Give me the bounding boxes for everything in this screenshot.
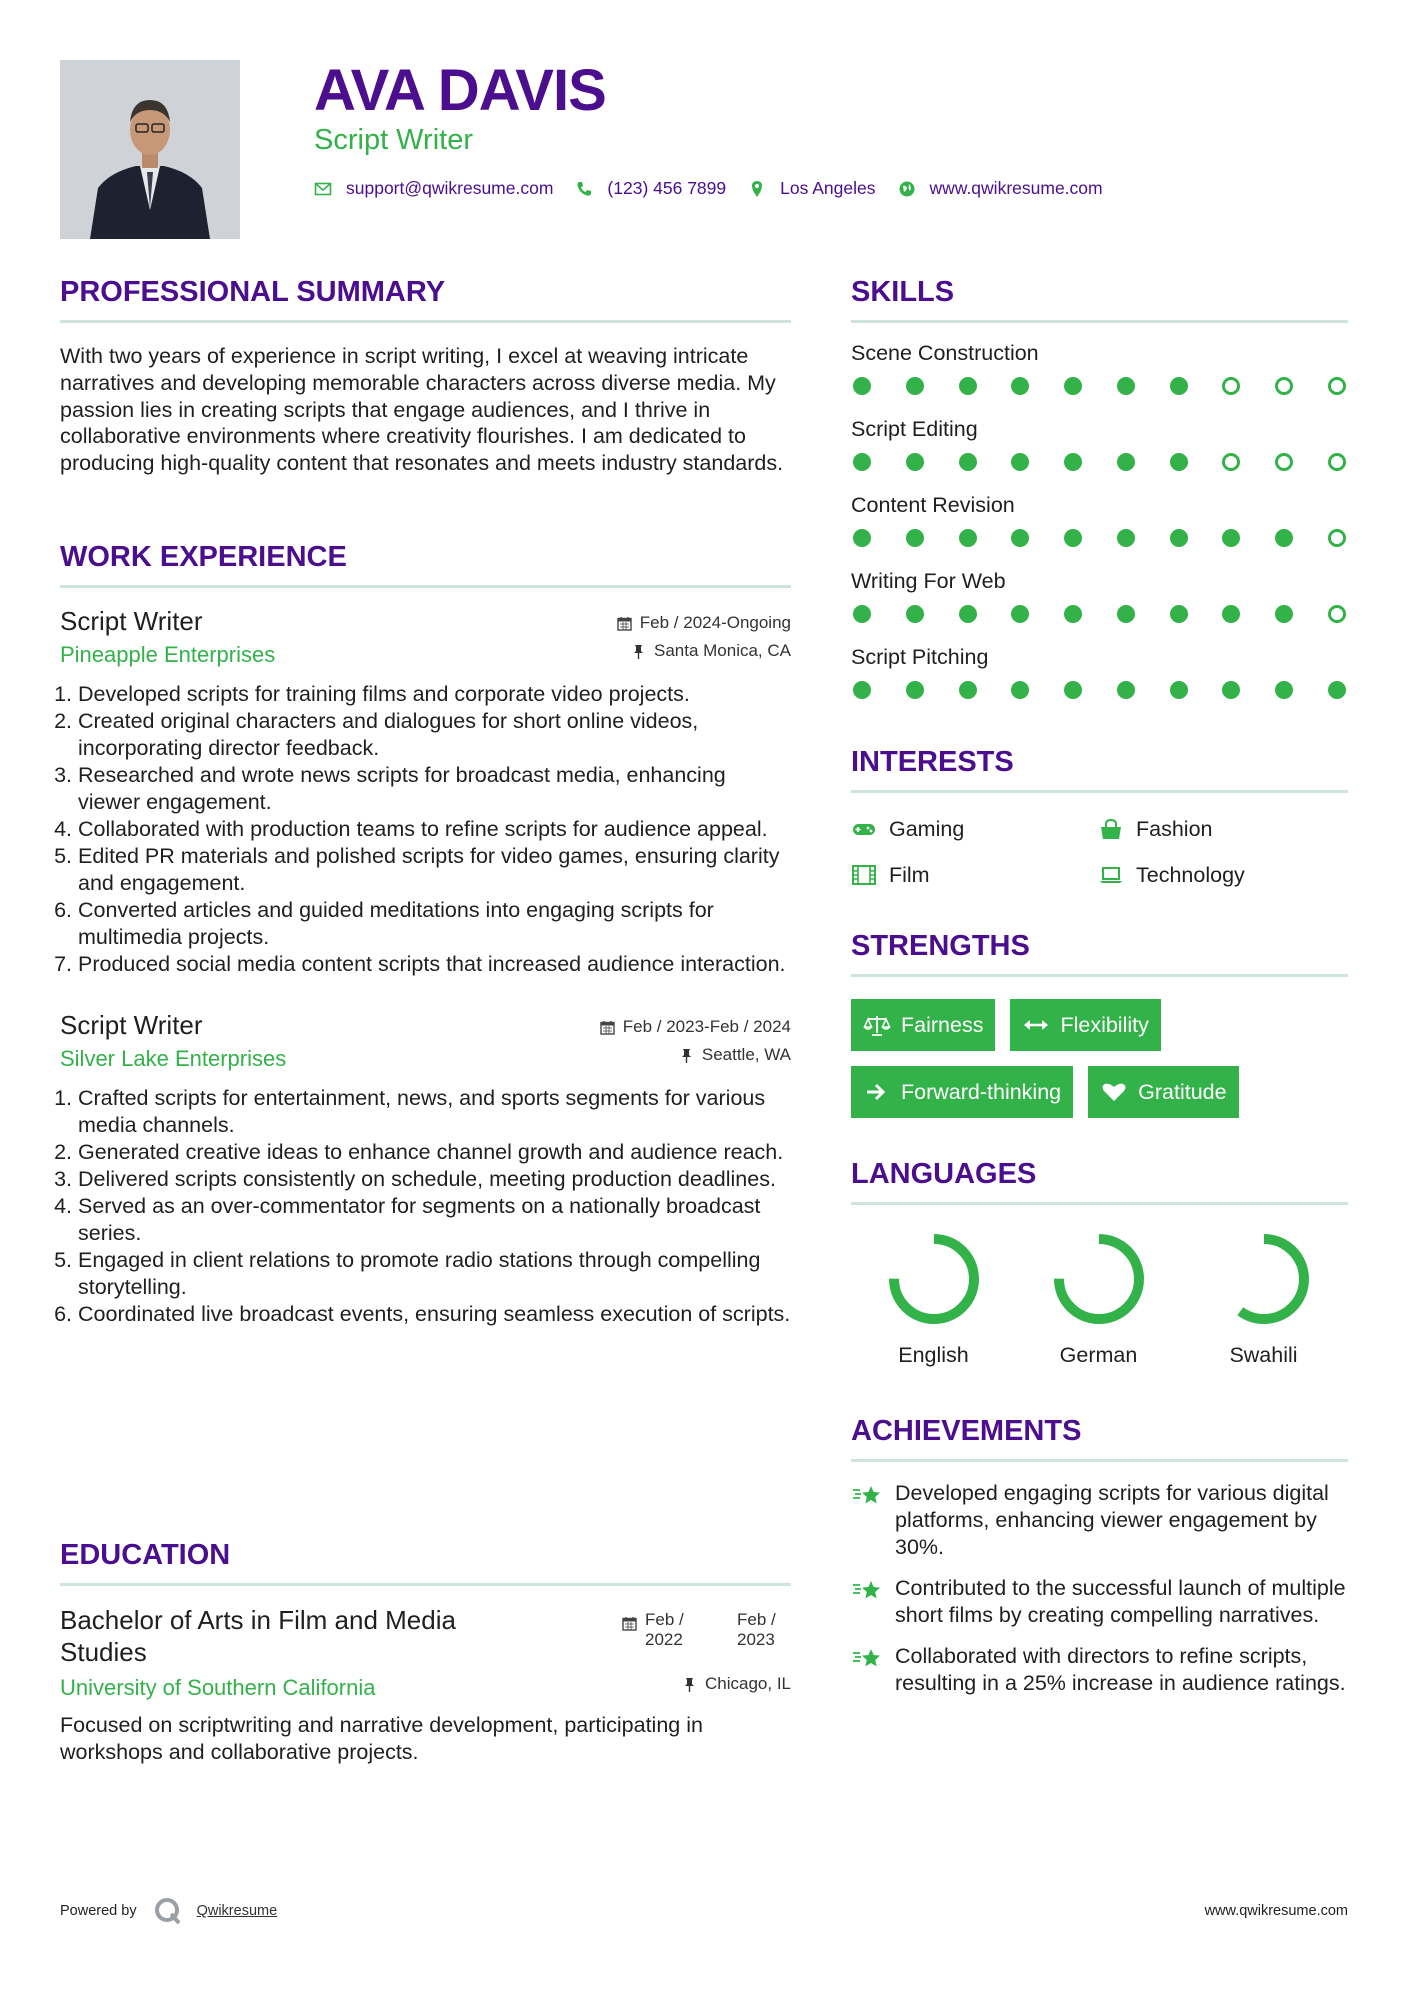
languages-list bbox=[851, 1227, 1348, 1368]
education-title: EDUCATION bbox=[60, 1539, 231, 1571]
rating-dot-empty bbox=[1328, 453, 1346, 471]
rating-dot-filled bbox=[906, 529, 924, 547]
skill-rating bbox=[851, 529, 1348, 547]
education-section bbox=[60, 1537, 791, 1766]
profile-photo bbox=[60, 60, 240, 239]
achievements-title: ACHIEVEMENTS bbox=[851, 1415, 1082, 1447]
section-divider bbox=[60, 585, 791, 588]
achievement-item bbox=[851, 1480, 1348, 1561]
contact-email-text: support@qwikresume.com bbox=[346, 178, 554, 198]
rating-dot-filled bbox=[1275, 529, 1293, 547]
rating-dot-filled bbox=[1222, 681, 1240, 699]
job-company: Silver Lake Enterprises bbox=[60, 1046, 287, 1071]
skill-rating bbox=[851, 681, 1348, 699]
section-divider bbox=[60, 320, 791, 323]
education-dates bbox=[622, 1610, 791, 1650]
section-divider bbox=[60, 1583, 791, 1586]
envelope-icon bbox=[314, 180, 332, 198]
rating-dot-empty bbox=[1222, 377, 1240, 395]
job-title: Script Writer bbox=[60, 606, 203, 636]
skill-item bbox=[851, 568, 1348, 623]
duty-item: 6. Coordinated live broadcast events, ensuring seamless execution of scripts. bbox=[78, 1301, 791, 1328]
globe-icon bbox=[898, 180, 916, 198]
strengths-section bbox=[851, 928, 1348, 1118]
contact-phone[interactable] bbox=[575, 178, 726, 199]
interest-label: Fashion bbox=[1136, 817, 1213, 841]
rating-dot-filled bbox=[959, 453, 977, 471]
section-divider bbox=[851, 790, 1348, 793]
shopping-bag-icon bbox=[1098, 818, 1124, 840]
gamepad-icon bbox=[851, 818, 877, 840]
rating-dot-empty bbox=[1328, 605, 1346, 623]
duty-item: 3. Researched and wrote news scripts for broadcast media, enhancing viewer engagement. bbox=[78, 762, 791, 816]
rating-dot-filled bbox=[1064, 529, 1082, 547]
language-item bbox=[851, 1227, 1016, 1368]
experience-section bbox=[60, 539, 791, 1328]
skill-item bbox=[851, 492, 1348, 547]
experience-title: WORK EXPERIENCE bbox=[60, 541, 347, 573]
footer bbox=[60, 1896, 1348, 1926]
strength-label: Fairness bbox=[901, 1012, 984, 1037]
rating-dot-filled bbox=[1275, 681, 1293, 699]
summary-title: PROFESSIONAL SUMMARY bbox=[60, 276, 446, 308]
skill-rating bbox=[851, 377, 1348, 395]
proficiency-arc bbox=[1059, 1239, 1139, 1319]
rating-dot-filled bbox=[1011, 605, 1029, 623]
skill-rating bbox=[851, 453, 1348, 471]
interest-item bbox=[1098, 815, 1348, 843]
languages-section bbox=[851, 1156, 1348, 1368]
duty-item: 5. Engaged in client relations to promote radio stations through compelling storytelling. bbox=[78, 1247, 791, 1301]
interests-section bbox=[851, 744, 1348, 889]
contact-phone-text: (123) 456 7899 bbox=[607, 178, 727, 198]
shooting-star-icon bbox=[851, 1577, 883, 1605]
pushpin-icon bbox=[631, 644, 646, 659]
strength-tag bbox=[851, 999, 995, 1051]
skill-name: Scene Construction bbox=[851, 341, 1039, 365]
rating-dot-filled bbox=[853, 681, 871, 699]
language-name: German bbox=[1059, 1343, 1138, 1367]
interest-label: Technology bbox=[1136, 863, 1245, 887]
rating-dot-filled bbox=[1117, 529, 1135, 547]
interest-label: Gaming bbox=[889, 817, 965, 841]
education-location bbox=[682, 1674, 791, 1694]
rating-dot-filled bbox=[853, 529, 871, 547]
rating-dot-filled bbox=[1064, 681, 1082, 699]
strength-label: Gratitude bbox=[1138, 1079, 1227, 1104]
degree-title: Bachelor of Arts in Film and Media Studies bbox=[60, 1605, 456, 1667]
heart-icon bbox=[1100, 1081, 1128, 1103]
job-duties bbox=[60, 681, 791, 978]
job-date bbox=[617, 613, 791, 633]
section-divider bbox=[851, 1459, 1348, 1462]
contact-bar bbox=[314, 178, 1125, 199]
rating-dot-empty bbox=[1328, 529, 1346, 547]
film-icon bbox=[851, 864, 877, 886]
languages-title: LANGUAGES bbox=[851, 1158, 1037, 1190]
proficiency-arc bbox=[894, 1239, 974, 1319]
job-location-text: Santa Monica, CA bbox=[653, 641, 791, 660]
strength-label: Flexibility bbox=[1060, 1012, 1149, 1037]
duty-item: 3. Delivered scripts consistently on schedule, meeting production deadlines. bbox=[78, 1166, 791, 1193]
rating-dot-filled bbox=[906, 605, 924, 623]
skill-name: Content Revision bbox=[851, 493, 1015, 517]
pushpin-icon bbox=[682, 1677, 697, 1692]
contact-website[interactable] bbox=[898, 178, 1103, 199]
proficiency-arc bbox=[1224, 1239, 1304, 1319]
language-item bbox=[1181, 1227, 1346, 1368]
contact-location bbox=[748, 178, 875, 199]
rating-dot-empty bbox=[1275, 377, 1293, 395]
duty-item: 5. Edited PR materials and polished scripts for video games, ensuring clarity and engagement. bbox=[78, 843, 791, 897]
job-date-text: Feb / 2024-Ongoing bbox=[639, 613, 791, 632]
rating-dot-filled bbox=[959, 605, 977, 623]
job-date bbox=[600, 1017, 791, 1037]
map-pin-icon bbox=[748, 180, 766, 198]
duty-item: 2. Created original characters and dialogues for short online videos, incorporating director feedback. bbox=[78, 708, 791, 762]
achievements-list bbox=[851, 1480, 1348, 1697]
brand-link[interactable]: Qwikresume bbox=[196, 1903, 278, 1919]
arrow-right-icon bbox=[863, 1081, 891, 1103]
skills-list bbox=[851, 340, 1348, 699]
skills-title: SKILLS bbox=[851, 276, 955, 308]
section-divider bbox=[851, 974, 1348, 977]
skill-item bbox=[851, 340, 1348, 395]
rating-dot-filled bbox=[853, 453, 871, 471]
interest-item bbox=[851, 815, 1098, 843]
contact-website-text: www.qwikresume.com bbox=[929, 178, 1103, 198]
rating-dot-filled bbox=[1117, 681, 1135, 699]
rating-dot-filled bbox=[906, 453, 924, 471]
rating-dot-filled bbox=[1328, 681, 1346, 699]
job-title: Script Writer bbox=[60, 1010, 203, 1040]
strength-tag bbox=[1088, 1066, 1238, 1118]
skill-item bbox=[851, 416, 1348, 471]
job-entry bbox=[60, 1009, 791, 1328]
powered-by-label: Powered by bbox=[60, 1903, 137, 1919]
strength-label: Forward-thinking bbox=[901, 1079, 1062, 1104]
rating-dot-filled bbox=[1170, 453, 1188, 471]
section-divider bbox=[851, 1202, 1348, 1205]
rating-dot-filled bbox=[1275, 605, 1293, 623]
rating-dot-filled bbox=[1064, 605, 1082, 623]
rating-dot-filled bbox=[1011, 681, 1029, 699]
strengths-list bbox=[851, 999, 1348, 1118]
rating-dot-filled bbox=[1170, 605, 1188, 623]
interest-item bbox=[1098, 861, 1348, 889]
language-item bbox=[1016, 1227, 1181, 1368]
language-name: Swahili bbox=[1229, 1343, 1298, 1367]
rating-dot-filled bbox=[1170, 377, 1188, 395]
achievement-text: Collaborated with directors to refine scripts, resulting in a 25% increase in audience ratings. bbox=[895, 1644, 1346, 1695]
job-company: Pineapple Enterprises bbox=[60, 642, 276, 667]
balance-scale-icon bbox=[863, 1014, 891, 1036]
rating-dot-filled bbox=[1222, 529, 1240, 547]
pushpin-icon bbox=[679, 1048, 694, 1063]
duty-item: 7. Produced social media content scripts that increased audience interaction. bbox=[78, 951, 791, 978]
rating-dot-filled bbox=[1011, 453, 1029, 471]
skill-rating bbox=[851, 605, 1348, 623]
rating-dot-filled bbox=[906, 681, 924, 699]
rating-dot-filled bbox=[853, 605, 871, 623]
candidate-role: Script Writer bbox=[314, 124, 473, 156]
rating-dot-filled bbox=[1222, 605, 1240, 623]
strengths-title: STRENGTHS bbox=[851, 930, 1030, 962]
achievement-item bbox=[851, 1575, 1348, 1629]
rating-dot-filled bbox=[959, 529, 977, 547]
duty-item: 1. Crafted scripts for entertainment, news, and sports segments for various media channels. bbox=[78, 1085, 791, 1139]
interest-label: Film bbox=[889, 863, 930, 887]
strength-tag bbox=[851, 1066, 1073, 1118]
duty-item: 6. Converted articles and guided meditations into engaging scripts for multimedia projects. bbox=[78, 897, 791, 951]
contact-location-text: Los Angeles bbox=[780, 178, 876, 198]
interests-title: INTERESTS bbox=[851, 746, 1014, 778]
language-proficiency-ring bbox=[882, 1227, 986, 1331]
shooting-star-icon bbox=[851, 1645, 883, 1673]
duty-item: 1. Developed scripts for training films and corporate video projects. bbox=[78, 681, 791, 708]
education-description: Focused on scriptwriting and narrative development, participating in workshops and collaborative projects. bbox=[60, 1713, 703, 1764]
education-start-date: Feb / 2022 bbox=[645, 1610, 684, 1649]
rating-dot-filled bbox=[1064, 377, 1082, 395]
language-proficiency-ring bbox=[1212, 1227, 1316, 1331]
rating-dot-filled bbox=[906, 377, 924, 395]
footer-brand bbox=[60, 1896, 277, 1926]
rating-dot-empty bbox=[1275, 453, 1293, 471]
duty-item: 4. Collaborated with production teams to refine scripts for audience appeal. bbox=[78, 816, 791, 843]
language-name: English bbox=[898, 1343, 969, 1367]
interest-item bbox=[851, 861, 1098, 889]
contact-email[interactable] bbox=[314, 178, 553, 199]
arrows-horizontal-icon bbox=[1022, 1014, 1050, 1036]
calendar-icon bbox=[617, 616, 632, 631]
skill-name: Writing For Web bbox=[851, 569, 1006, 593]
skill-name: Script Editing bbox=[851, 417, 978, 441]
education-location-text: Chicago, IL bbox=[705, 1674, 791, 1693]
calendar-icon bbox=[600, 1020, 615, 1035]
skills-section bbox=[851, 274, 1348, 699]
rating-dot-filled bbox=[1170, 529, 1188, 547]
education-end-date: Feb / 2023 bbox=[737, 1610, 776, 1649]
job-location bbox=[631, 641, 791, 661]
job-location bbox=[679, 1045, 791, 1065]
school-name: University of Southern California bbox=[60, 1675, 376, 1700]
interests-list bbox=[851, 815, 1348, 889]
strength-tag bbox=[1010, 999, 1160, 1051]
duty-item: 4. Served as an over-commentator for segments on a nationally broadcast series. bbox=[78, 1193, 791, 1247]
job-duties bbox=[60, 1085, 791, 1328]
achievement-text: Developed engaging scripts for various digital platforms, enhancing viewer engagement by 30%. bbox=[895, 1481, 1329, 1559]
shooting-star-icon bbox=[851, 1482, 883, 1510]
calendar-icon bbox=[622, 1616, 637, 1631]
section-divider bbox=[851, 320, 1348, 323]
skill-name: Script Pitching bbox=[851, 645, 989, 669]
rating-dot-filled bbox=[1117, 605, 1135, 623]
achievements-section bbox=[851, 1413, 1348, 1711]
rating-dot-filled bbox=[853, 377, 871, 395]
achievement-text: Contributed to the successful launch of multiple short films by creating compelling narratives. bbox=[895, 1576, 1346, 1627]
skill-item bbox=[851, 644, 1348, 699]
rating-dot-filled bbox=[959, 681, 977, 699]
achievement-item bbox=[851, 1643, 1348, 1697]
rating-dot-filled bbox=[1011, 377, 1029, 395]
phone-icon bbox=[575, 180, 593, 198]
job-date-text: Feb / 2023-Feb / 2024 bbox=[622, 1017, 791, 1036]
rating-dot-filled bbox=[1064, 453, 1082, 471]
rating-dot-filled bbox=[959, 377, 977, 395]
rating-dot-empty bbox=[1328, 377, 1346, 395]
laptop-icon bbox=[1098, 864, 1124, 886]
job-entry bbox=[60, 605, 791, 978]
rating-dot-filled bbox=[1117, 453, 1135, 471]
job-location-text: Seattle, WA bbox=[701, 1045, 791, 1064]
rating-dot-filled bbox=[1117, 377, 1135, 395]
summary-section bbox=[60, 274, 791, 477]
candidate-name: AVA DAVIS bbox=[314, 58, 606, 123]
summary-text: With two years of experience in script writing, I excel at weaving intricate narratives and developing memorable characters across diverse media. My passion lies in creating scripts that engage audiences, and I thrive in collaborative environments where creativity flourishes. I am dedicated to producing high-quality content that resonates and meets industry standards. bbox=[60, 344, 784, 476]
duty-item: 2. Generated creative ideas to enhance channel growth and audience reach. bbox=[78, 1139, 791, 1166]
rating-dot-empty bbox=[1222, 453, 1240, 471]
footer-url[interactable]: www.qwikresume.com bbox=[1204, 1903, 1348, 1919]
rating-dot-filled bbox=[1011, 529, 1029, 547]
rating-dot-filled bbox=[1170, 681, 1188, 699]
language-proficiency-ring bbox=[1047, 1227, 1151, 1331]
qwikresume-logo-icon bbox=[153, 1896, 183, 1926]
